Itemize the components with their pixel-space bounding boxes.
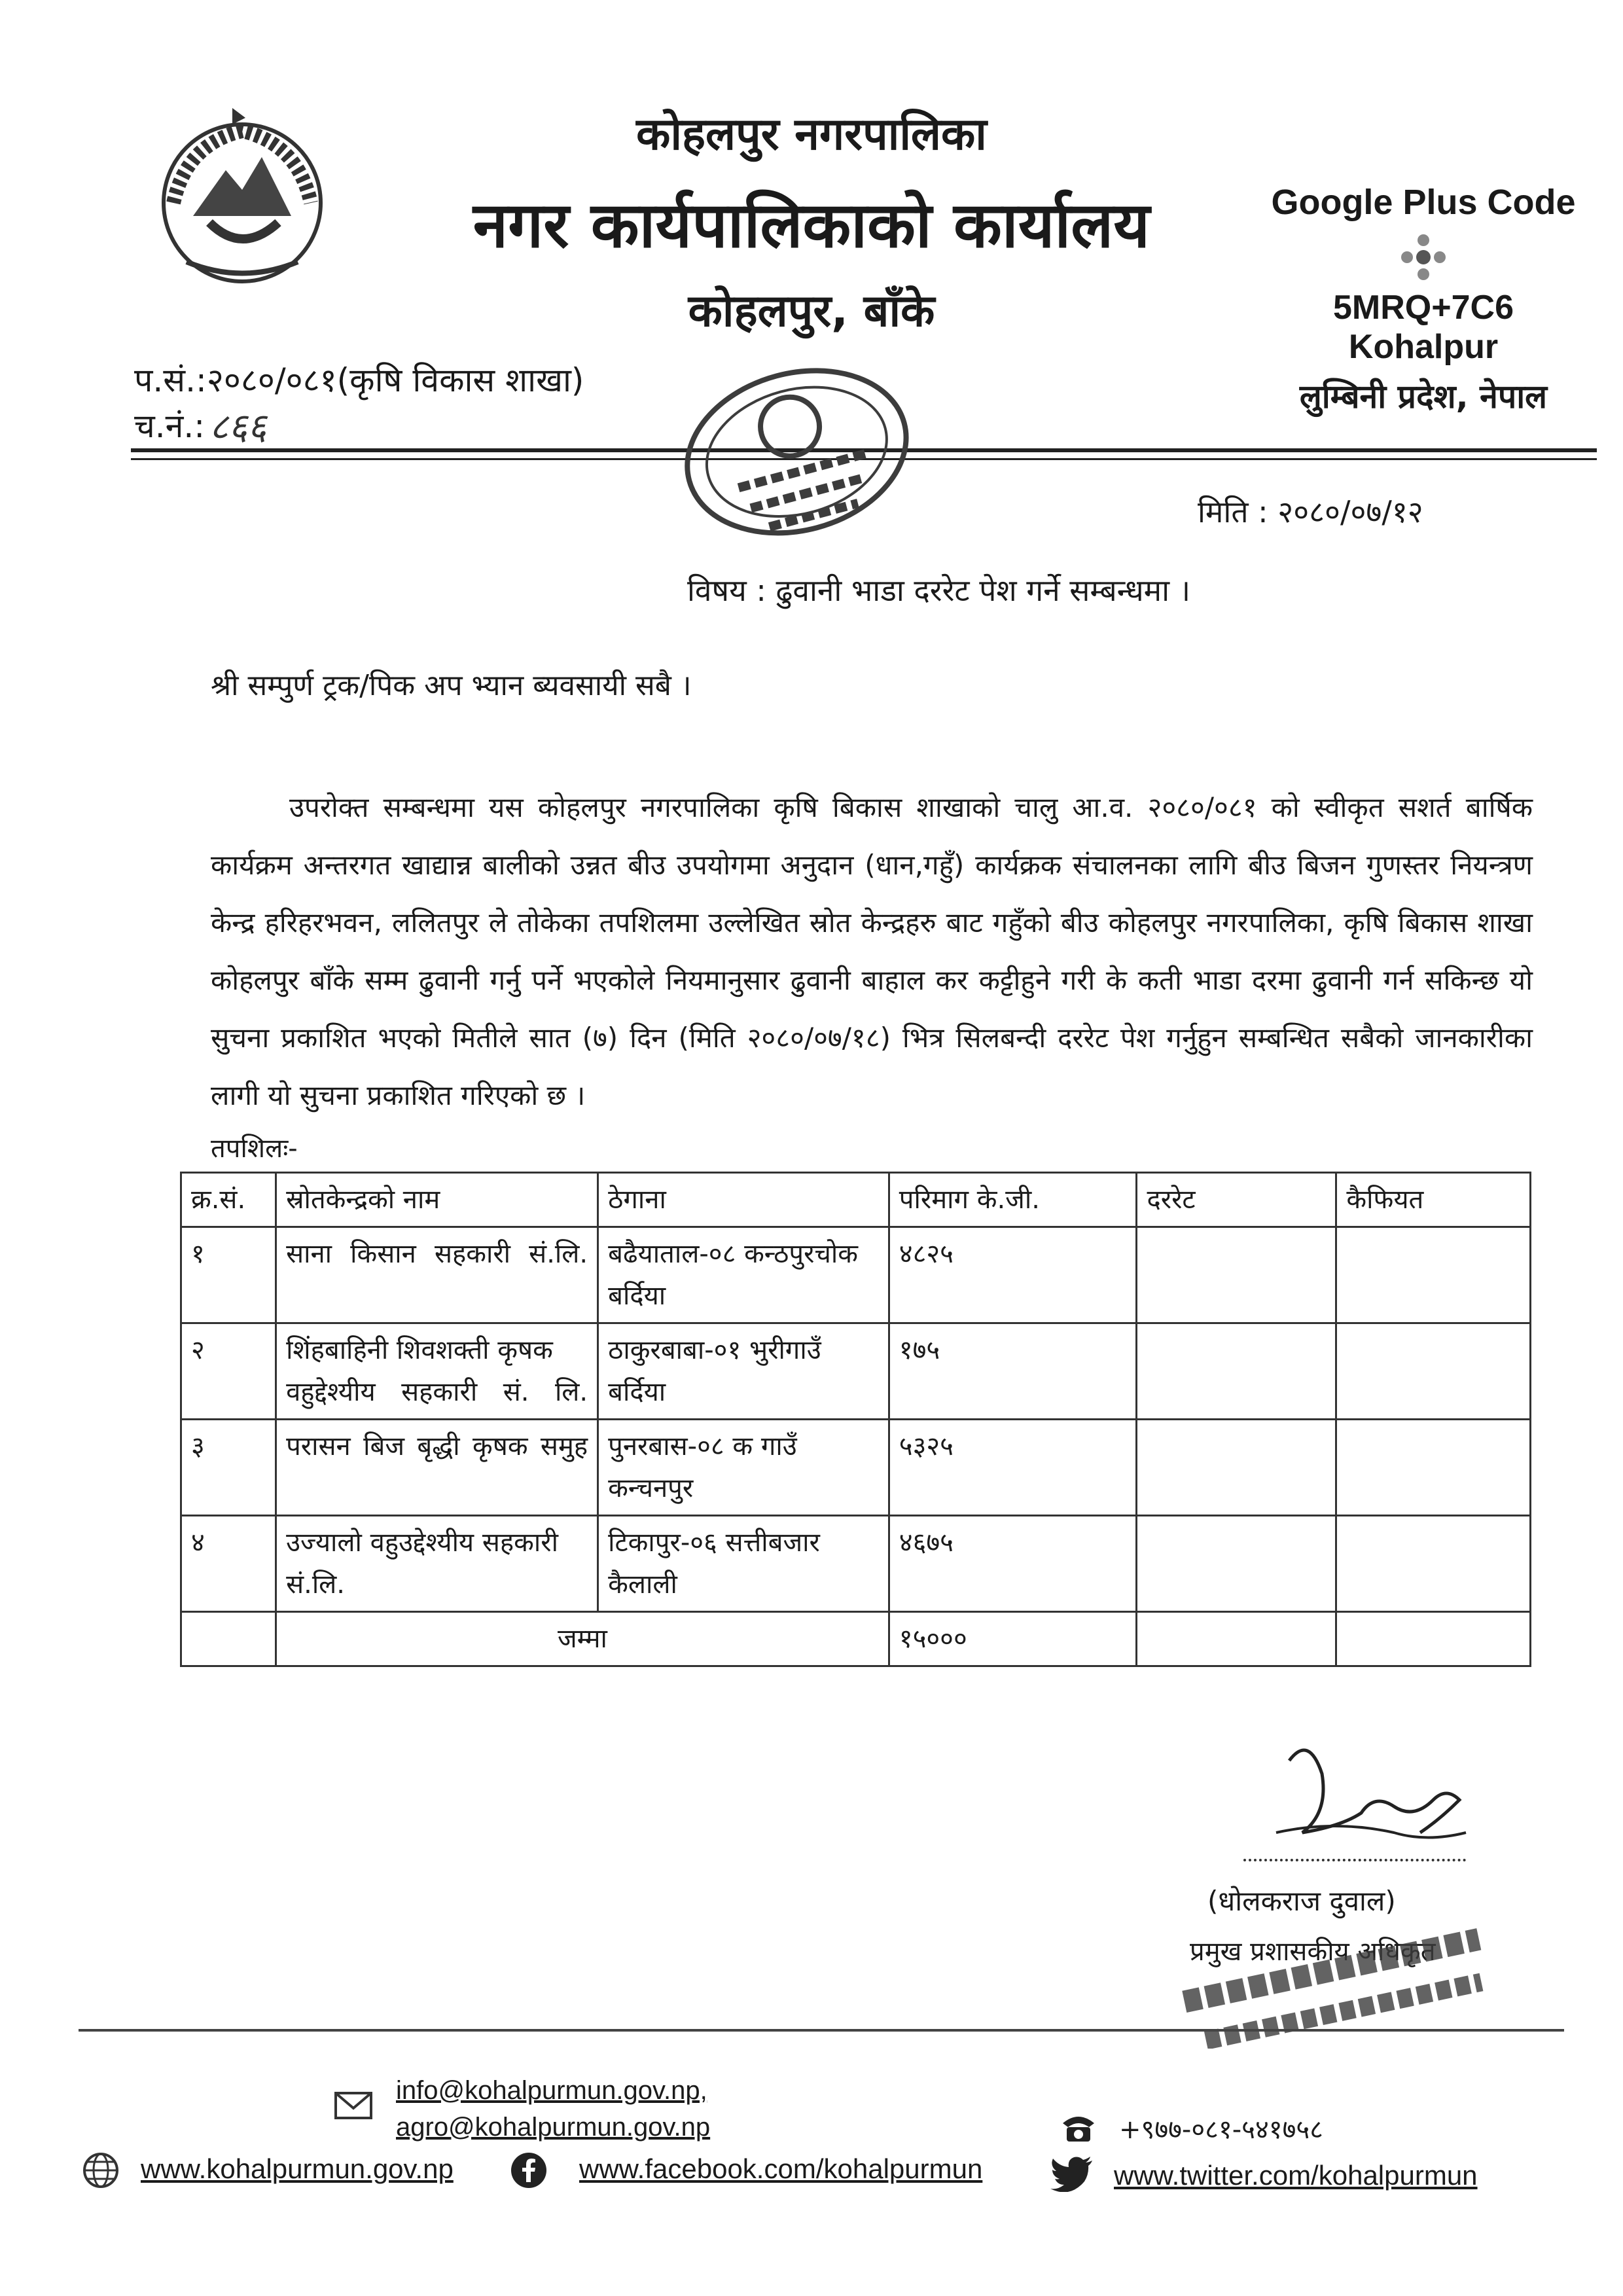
email-info-link[interactable]: info@kohalpurmun.gov.np,: [396, 2076, 707, 2105]
letter-subject: विषय : ढुवानी भाडा दररेट पेश गर्ने सम्बन्धमा ।: [687, 573, 1191, 608]
cell-address: ठाकुरबाबा-०१ भुरीगाउँ बर्दिया: [598, 1323, 889, 1420]
mail-icon: [334, 2091, 373, 2120]
header-quantity: परिमाग के.जी.: [889, 1173, 1137, 1227]
cell-rate: [1137, 1420, 1336, 1516]
cell-sn: ४: [181, 1516, 276, 1612]
plus-code-label: Google Plus Code: [1271, 183, 1576, 222]
office-location: कोहलपुर, बाँके: [688, 285, 935, 337]
body-text: उपरोक्त सम्बन्धमा यस कोहलपुर नगरपालिका कृषि बिकास शाखाको चालु आ.व. २०८०/०८१ को स्वीकृत सशर्त बार्षिक कार्यक्रम अन्तरगत खाद्यान्न बालीको उन्नत बीउ उपयोगमा अनुदान (धान,गहुँ) कार्यक्रक संचालनका लागि बीउ बिजन गुणस्तर नियन्त्रण केन्द्र हरिहरभवन, ललितपुर ले तोकेका तपशिलमा उल्लेखित स्रोत केन्द्रहरु बाट गहुँको बीउ कोहलपुर नगरपालिका, कृषि बिकास शाखा कोहलपुर बाँके सम्म ढुवानी गर्नु पर्ने भएकोले नियमानुसार ढुवानी बाहाल कर कट्टीहुने गरी के कती भाडा दरमा ढुवानी गर्न सकिन्छ यो सुचना प्रकाशित भएको मितीले सात (७) दिन (मिति २०८०/०७/१८) भित्र सिलबन्दी दररेट पेश गर्नुहुन सम्बन्धित सबैको जानकारीका लागी यो सुचना प्रकाशित गरिएको छ ।: [211, 791, 1533, 1111]
phone-number: +९७७-०८१-५४१७५८: [1119, 2115, 1323, 2145]
email-agro-link[interactable]: agro@kohalpurmun.gov.np: [396, 2113, 711, 2142]
facebook-icon: [510, 2152, 547, 2189]
schedule-label: तपशिलः-: [211, 1134, 298, 1164]
table-row: [181, 1516, 1531, 1612]
header-sn: क्र.सं.: [181, 1173, 276, 1227]
signature-line: [1243, 1859, 1466, 1861]
dispatch-number-label: च.नं.:: [134, 407, 205, 445]
cell-sn: २: [181, 1323, 276, 1420]
letter-date: मिति : २०८०/०७/१२: [1198, 494, 1423, 529]
plus-code-value: 5MRQ+7C6: [1333, 289, 1514, 327]
header-source-name: स्रोतकेन्द्रको नाम: [276, 1173, 598, 1227]
total-value: १५०००: [889, 1612, 1137, 1666]
table-total-row: [181, 1612, 1531, 1666]
table-row: [181, 1323, 1531, 1420]
plus-code-icon: [1371, 232, 1476, 285]
cell-quantity: ४८२५: [889, 1227, 1137, 1323]
cell-rate: [1137, 1612, 1336, 1666]
reference-number: प.सं.:२०८०/०८१(कृषि विकास शाखा): [134, 361, 584, 399]
cell-address: बढैयाताल-०८ कन्ठपुरचोक बर्दिया: [598, 1227, 889, 1323]
cell-quantity: ४६७५: [889, 1516, 1137, 1612]
cell-remarks: [1336, 1516, 1531, 1612]
header-address: ठेगाना: [598, 1173, 889, 1227]
body-paragraph: [211, 779, 1533, 1124]
cell-remarks: [1336, 1227, 1531, 1323]
cell-source-name: शिंहबाहिनी शिवशक्ती कृषक वहुद्देश्यीय सहकारी सं. लि.: [276, 1323, 598, 1420]
signatory-name: (धोलकराज दुवाल): [1207, 1885, 1396, 1917]
facebook-link[interactable]: www.facebook.com/kohalpurmun: [579, 2153, 983, 2184]
cell-address: पुनरबास-०८ क गाउँ कन्चनपुर: [598, 1420, 889, 1516]
schedule-table: [180, 1172, 1531, 1667]
table-header-row: [181, 1173, 1531, 1227]
dispatch-number-value: ८६६: [209, 406, 267, 448]
cell-rate: [1137, 1516, 1336, 1612]
municipality-name: कोहलपुर नगरपालिका: [636, 109, 987, 160]
cell-rate: [1137, 1323, 1336, 1420]
cell-address: टिकापुर-०६ सत्तीबजार कैलाली: [598, 1516, 889, 1612]
header-remarks: कैफियत: [1336, 1173, 1531, 1227]
signatory-title: प्रमुख प्रशासकीय अधिकृत: [1190, 1937, 1436, 1967]
cell-remarks: [1336, 1612, 1531, 1666]
footer-rule: [79, 2029, 1564, 2032]
globe-icon: [82, 2151, 120, 2189]
total-label: जम्मा: [276, 1612, 889, 1666]
cell-sn: [181, 1612, 276, 1666]
cell-remarks: [1336, 1420, 1531, 1516]
cell-rate: [1137, 1227, 1336, 1323]
cell-sn: १: [181, 1227, 276, 1323]
cell-quantity: १७५: [889, 1323, 1137, 1420]
table-row: [181, 1420, 1531, 1516]
cell-quantity: ५३२५: [889, 1420, 1137, 1516]
cell-source-name: साना किसान सहकारी सं.लि.: [276, 1227, 598, 1323]
plus-code-province: लुम्बिनी प्रदेश, नेपाल: [1299, 378, 1548, 416]
table-row: [181, 1227, 1531, 1323]
cell-sn: ३: [181, 1420, 276, 1516]
twitter-icon: [1050, 2157, 1094, 2192]
addressee: श्री सम्पुर्ण ट्रक/पिक अप भ्यान ब्यवसायी सबै ।: [211, 669, 692, 702]
plus-code-city: Kohalpur: [1348, 328, 1499, 366]
phone-icon: [1059, 2111, 1098, 2144]
office-stamp: [661, 353, 936, 563]
cell-source-name: परासन बिज बृद्धी कृषक समुह: [276, 1420, 598, 1516]
cell-remarks: [1336, 1323, 1531, 1420]
cell-source-name: उज्यालो वहुउद्देश्यीय सहकारी सं.लि.: [276, 1516, 598, 1612]
handwritten-signature: [1263, 1734, 1479, 1885]
twitter-link[interactable]: www.twitter.com/kohalpurmun: [1114, 2160, 1478, 2191]
header-rate: दररेट: [1137, 1173, 1336, 1227]
office-name: नगर कार्यपालिकाको कार्यालय: [473, 188, 1150, 262]
website-link[interactable]: www.kohalpurmun.gov.np: [141, 2153, 454, 2184]
